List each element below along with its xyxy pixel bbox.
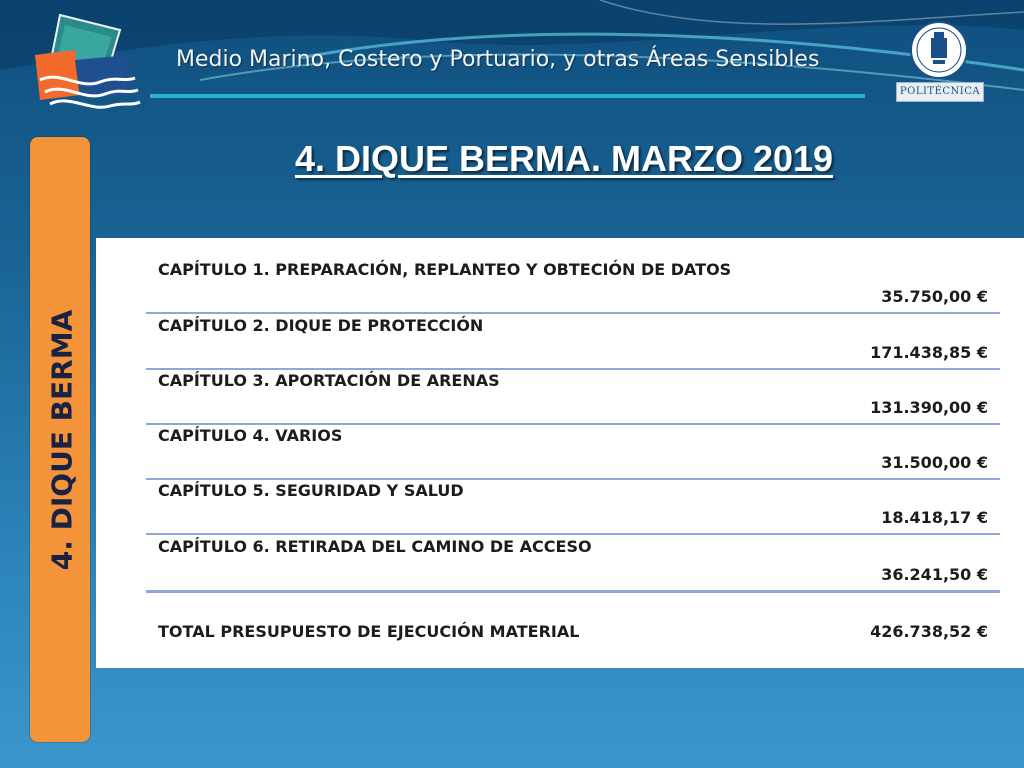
header-divider xyxy=(150,94,865,98)
budget-row xyxy=(146,371,1000,425)
chapter-label: CAPÍTULO 1. PREPARACIÓN, REPLANTEO Y OBTECIÓN DE DATOS xyxy=(158,260,732,279)
header-title: Medio Marino, Costero y Portuario, y otras Áreas Sensibles xyxy=(176,47,820,72)
chapter-label: CAPÍTULO 6. RETIRADA DEL CAMINO DE ACCESO xyxy=(158,537,592,556)
budget-row xyxy=(146,426,1000,480)
budget-row xyxy=(146,537,1000,593)
chapter-amount: 36.241,50 € xyxy=(881,565,988,584)
budget-table xyxy=(96,238,1024,668)
budget-row xyxy=(146,316,1000,370)
chapter-label: CAPÍTULO 2. DIQUE DE PROTECCIÓN xyxy=(158,316,484,335)
total-label: TOTAL PRESUPUESTO DE EJECUCIÓN MATERIAL xyxy=(158,622,580,641)
chapter-amount: 131.390,00 € xyxy=(870,398,988,417)
budget-row xyxy=(146,260,1000,314)
chapter-label: CAPÍTULO 4. VARIOS xyxy=(158,426,343,445)
chapter-amount: 18.418,17 € xyxy=(881,508,988,527)
budget-row xyxy=(146,481,1000,535)
chapter-amount: 31.500,00 € xyxy=(881,453,988,472)
conference-logo xyxy=(20,10,150,120)
total-amount: 426.738,52 € xyxy=(870,622,988,641)
university-label: POLITÉCNICA xyxy=(896,82,984,102)
section-side-tab-label: 4. DIQUE BERMA xyxy=(45,309,79,571)
budget-total-row xyxy=(146,622,1000,646)
page-title: 4. DIQUE BERMA. MARZO 2019 xyxy=(294,138,834,179)
chapter-label: CAPÍTULO 3. APORTACIÓN DE ARENAS xyxy=(158,371,500,390)
chapter-label: CAPÍTULO 5. SEGURIDAD Y SALUD xyxy=(158,481,464,500)
chapter-amount: 35.750,00 € xyxy=(881,287,988,306)
chapter-amount: 171.438,85 € xyxy=(870,343,988,362)
